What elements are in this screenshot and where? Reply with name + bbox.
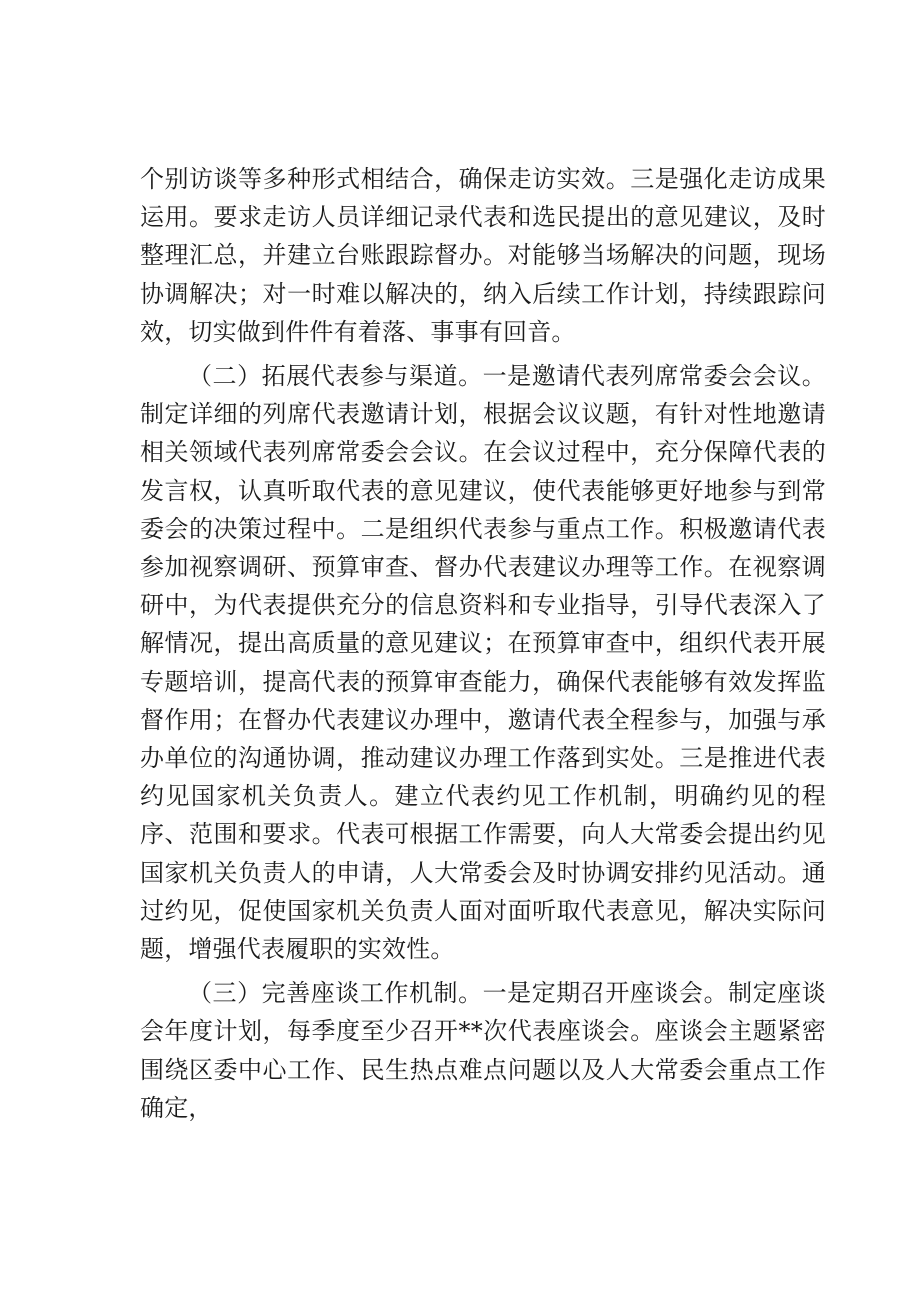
paragraph-section-3: （三）完善座谈工作机制。一是定期召开座谈会。制定座谈会年度计划，每季度至少召开**次代表座谈会。座谈会主题紧密围绕区委中心工作、民生热点难点问题以及人大常委会重点工作确定， [140, 979, 826, 1122]
paragraph-section-2: （二）拓展代表参与渠道。一是邀请代表列席常委会会议。制定详细的列席代表邀请计划，根据会议议题，有针对性地邀请相关领域代表列席常委会会议。在会议过程中，充分保障代表的发言权，认真听取代表的意见建议，使代表能够更好地参与到常委会的决策过程中。二是组织代表参与重点工作。积极邀请代表参加视察调研、预算审查、督办代表建议办理等工作。在视察调研中，为代表提供充分的信息资料和专业指导，引导代表深入了解情况，提出高质量的意见建议；在预算审查中，组织代表开展专题培训，提高代表的预算审查能力，确保代表能够有效发挥监督作用；在督办代表建议办理中，邀请代表全程参与，加强与承办单位的沟通协调，推动建议办理工作落到实处。三是推进代表约见国家机关负责人。建立代表约见工作机制，明确约见的程序、范围和要求。代表可根据工作需要，向人大常委会提出约见国家机关负责人的申请，人大常委会及时协调安排约见活动。通过约见，促使国家机关负责人面对面听取代表意见，解决实际问题，增强代表履职的实效性。 [140, 362, 826, 964]
document-body [140, 160, 826, 1127]
paragraph-continuation: 个别访谈等多种形式相结合，确保走访实效。三是强化走访成果运用。要求走访人员详细记录代表和选民提出的意见建议，及时整理汇总，并建立台账跟踪督办。对能够当场解决的问题，现场协调解决；对一时难以解决的，纳入后续工作计划，持续跟踪问效，切实做到件件有着落、事事有回音。 [140, 165, 826, 346]
